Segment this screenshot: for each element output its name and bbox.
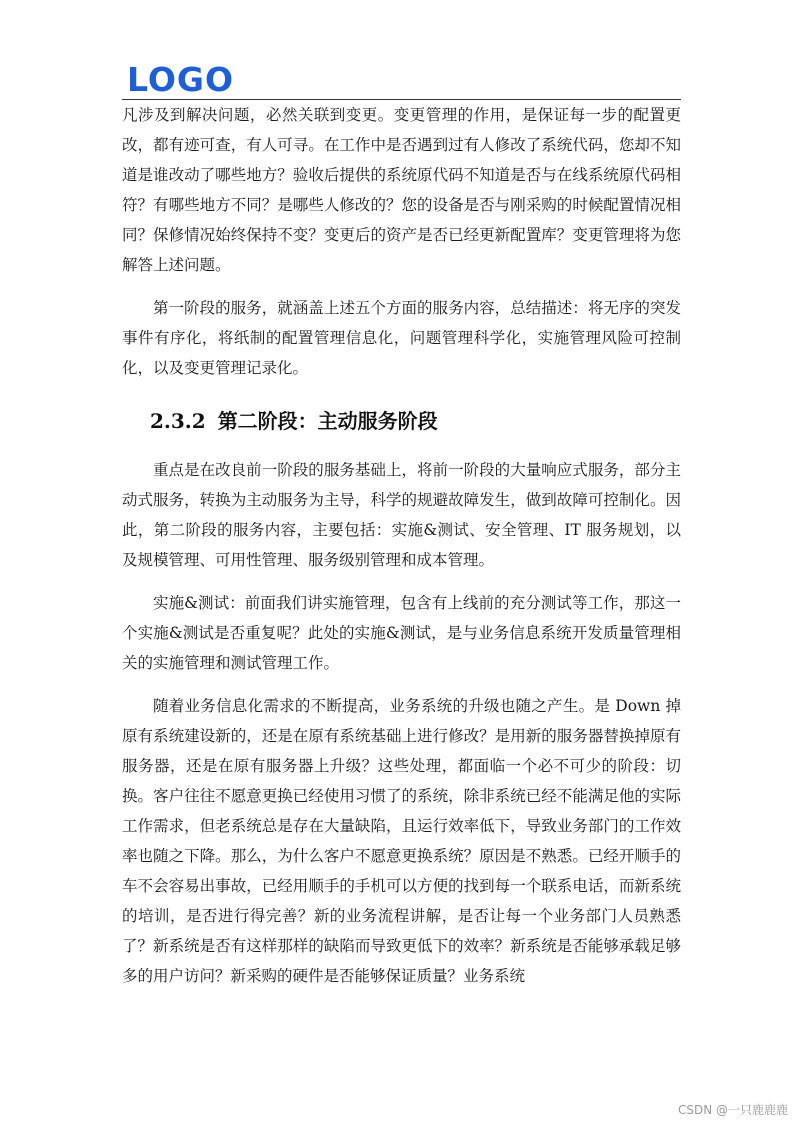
section-heading xyxy=(122,406,681,436)
paragraph-phase-one-summary: 第一阶段的服务，就涵盖上述五个方面的服务内容，总结描述：将无序的突发事件有序化，将纸制的配置管理信息化，问题管理科学化，实施管理风险可控制化，以及变更管理记录化。 xyxy=(122,299,681,377)
section-title: 第二阶段：主动服务阶段 xyxy=(217,409,438,433)
logo: LOGO xyxy=(127,60,235,99)
paragraph-system-upgrade: 随着业务信息化需求的不断提高，业务系统的升级也随之产生。是 Down 掉原有系统建设新的，还是在原有系统基础上进行修改？是用新的服务器替换掉原有服务器，还是在原有服务器上升级？这些处理，都面临一个必不可少的阶段：切换。客户往往不愿意更换已经使用习惯了的系统，除非系统已经不能满足他的实际工作需求，但老系统总是存在大量缺陷，且运行效率低下，导致业务部门的工作效率也随之下降。那么，为什么客户不愿意更换系统？原因是不熟悉。已经开顺手的车不会容易出事故，已经用顺手的手机可以方便的找到每一个联系电话，而新系统的培训，是否进行得完善？新的业务流程讲解，是否让每一个业务部门人员熟悉了？新系统是否有这样那样的缺陷而导致更低下的效率？新系统是否能够承载足够多的用户访问？新采购的硬件是否能够保证质量？业务系统 xyxy=(122,697,681,985)
paragraph-implementation-testing: 实施&测试：前面我们讲实施管理，包含有上线前的充分测试等工作，那这一个实施&测试是否重复呢？此处的实施&测试，是与业务信息系统开发质量管理相关的实施管理和测试管理工作。 xyxy=(122,594,681,672)
paragraph-phase-two-intro: 重点是在改良前一阶段的服务基础上，将前一阶段的大量响应式服务，部分主动式服务，转换为主动服务为主导，科学的规避故障发生，做到故障可控制化。因此，第二阶段的服务内容，主要包括：实施&测试、安全管理、IT 服务规划，以及规模管理、可用性管理、服务级别管理和成本管理。 xyxy=(122,461,681,569)
section-number: 2.3.2 xyxy=(150,409,206,433)
document-body xyxy=(122,100,681,991)
watermark: CSDN @一只鹿鹿鹿 xyxy=(677,1103,788,1117)
paragraph-change-management: 凡涉及到解决问题，必然关联到变更。变更管理的作用，是保证每一步的配置更改，都有迹可查，有人可寻。在工作中是否遇到过有人修改了系统代码，您却不知道是谁改动了哪些地方？验收后提供的系统原代码不知道是否与在线系统原代码相符？有哪些地方不同？是哪些人修改的？您的设备是否与刚采购的时候配置情况相同？保修情况始终保持不变？变更后的资产是否已经更新配置库？变更管理将为您解答上述问题。 xyxy=(122,106,681,274)
